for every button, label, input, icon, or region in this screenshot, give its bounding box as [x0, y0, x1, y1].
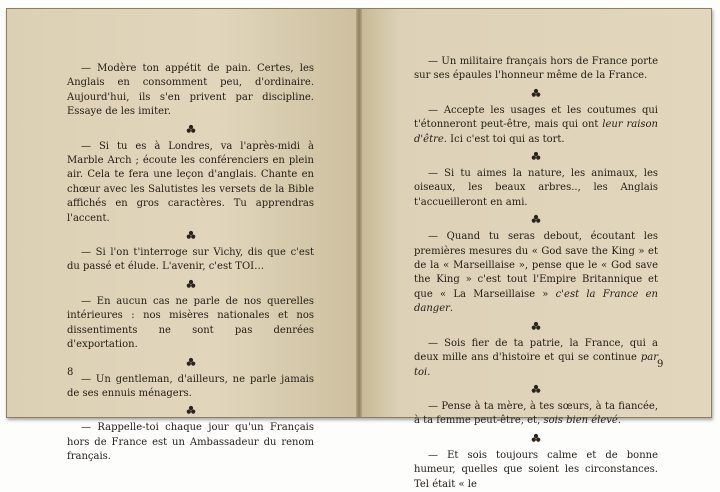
- left-page: [7, 9, 359, 463]
- left-page-text: [67, 62, 314, 465]
- trefoil-ornament-icon: [67, 275, 314, 295]
- text-run: — Sois fier de ta patrie, la France, qui a deux mille ans d'histoire et qui se continue: [414, 337, 658, 364]
- text-run: .: [449, 303, 454, 315]
- page-gutter: [356, 9, 362, 417]
- paragraph: [414, 400, 658, 429]
- text-run: — En aucun cas ne parle de nos querelles intérieures : nos misères nationales et nos dissentiments ne sont pas denrées d'exportation.: [67, 295, 314, 351]
- paragraph: [414, 104, 658, 147]
- trefoil-ornament-icon: [67, 353, 314, 373]
- trefoil-ornament-icon: [67, 401, 314, 421]
- right-page-text: [414, 55, 658, 492]
- text-run: — Accepte les usages et les coutumes qui t'étonneront peut-être, mais qui ont: [414, 104, 658, 131]
- trefoil-ornament-icon: [414, 429, 658, 449]
- text-run: — Pense à ta mère, à tes sœurs, à ta fiancée, à ta femme peut-être, et,: [414, 400, 658, 427]
- text-run: — Rappelle-toi chaque jour qu'un Français hors de France est un Ambassadeur du renom français.: [67, 422, 314, 463]
- trefoil-ornament-icon: [414, 84, 658, 104]
- paragraph: [67, 140, 314, 226]
- trefoil-ornament-icon: [414, 210, 658, 230]
- text-run: — Si tu es à Londres, va l'après-midi à Marble Arch ; écoute les conférenciers en plein air. Cela te fera une leçon d'anglais. Chante en chœur avec les Salutistes les versets de la Bible affichés en gros caractères. Tu apprendras l'accent.: [67, 140, 314, 224]
- italic-text: sois bien élevé: [543, 415, 618, 427]
- text-run: — Modère ton appétit de pain. Certes, les Anglais en consomment peu, d'ordinaire. Aujourd'hui, ils s'en privent par discipline. Essaye de les imiter.: [67, 63, 314, 118]
- text-run: — Si l'on t'interroge sur Vichy, dis que c'est du passé et élude. L'avenir, c'est TOI…: [67, 247, 314, 273]
- trefoil-ornament-icon: [67, 120, 314, 140]
- italic-text: par toi: [414, 352, 658, 378]
- italic-text: c'est la France en danger: [414, 288, 658, 315]
- text-run: .: [617, 415, 622, 427]
- text-run: — Si tu aimes la nature, les animaux, les oiseaux, les beaux arbres.., les Anglais t'accueilleront en ami.: [414, 168, 658, 208]
- text-run: — Un militaire français hors de France porte sur ses épaules l'honneur même de la France.: [414, 56, 658, 82]
- text-run: .: [427, 366, 431, 378]
- trefoil-ornament-icon: [414, 317, 658, 337]
- paragraph: [67, 421, 314, 464]
- text-run: . Ici c'est toi qui as tort.: [443, 133, 565, 145]
- paragraph: [67, 246, 314, 275]
- paragraph: [414, 55, 658, 84]
- italic-text: leur raison d'être: [414, 119, 658, 145]
- paragraph: [414, 167, 658, 210]
- paragraph: [67, 295, 314, 353]
- text-run: — Quand tu seras debout, écoutant les premières mesures du « God save the King » et de la « Marseillaise », pense que le « God save the King » c'est tout l'Empire Britannique et que « La Marseillaise »: [414, 231, 658, 300]
- trefoil-ornament-icon: [414, 147, 658, 167]
- text-run: — Un gentleman, d'ailleurs, ne parle jamais de ses ennuis ménagers.: [67, 373, 314, 399]
- paragraph: [414, 449, 658, 492]
- paragraph: [67, 62, 314, 120]
- paragraph: [414, 230, 658, 316]
- trefoil-ornament-icon: [414, 380, 658, 400]
- trefoil-ornament-icon: [67, 226, 314, 246]
- page-number-right: 9: [657, 359, 664, 370]
- text-run: — Et sois toujours calme et de bonne humeur, quelles que soient les circonstances. Tel était « le: [414, 449, 658, 490]
- booklet: [6, 8, 712, 490]
- paragraph: [67, 373, 314, 402]
- paragraph: [414, 337, 658, 380]
- page-number-left: 8: [67, 367, 74, 378]
- right-page: [359, 9, 711, 490]
